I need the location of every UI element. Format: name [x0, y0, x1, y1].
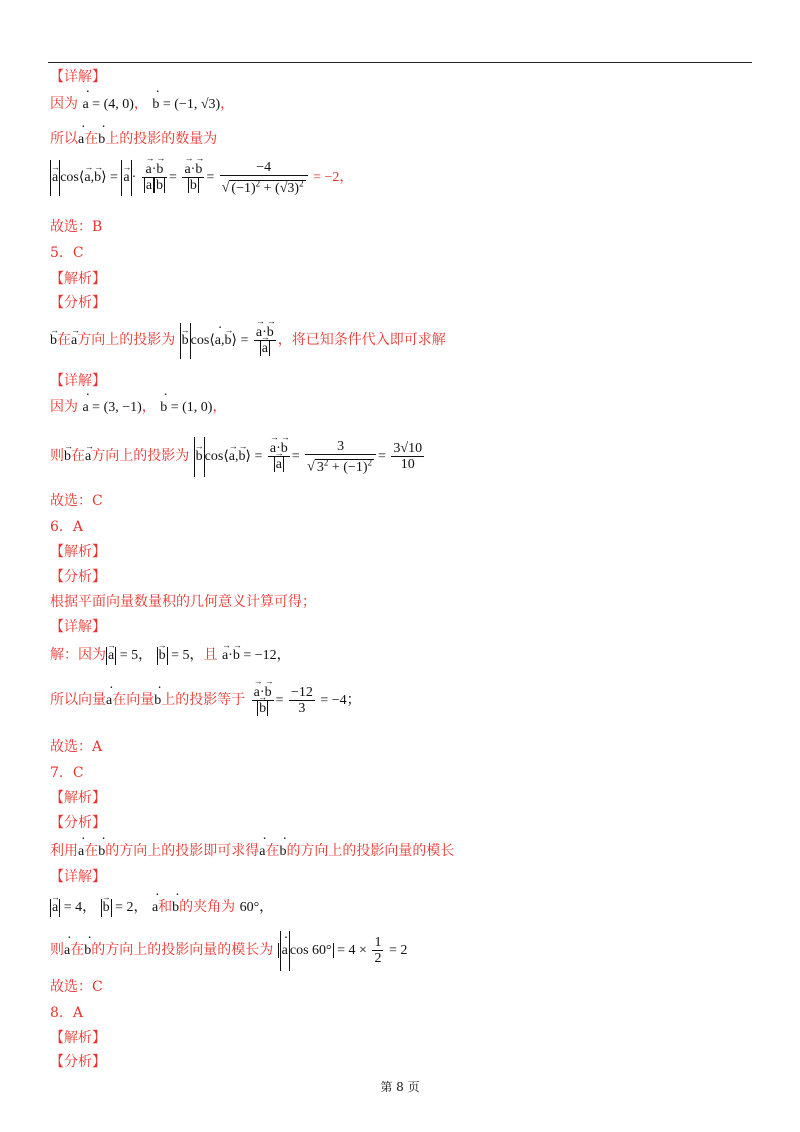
q4-answer: 故选：B — [50, 219, 103, 235]
q7-answer: 故选：C — [50, 979, 103, 995]
label-fenxi-q6: 【分析】 — [50, 569, 106, 585]
label-jiexi-q6: 【解析】 — [50, 544, 106, 560]
header-rule — [48, 62, 752, 63]
label-fenxi-q5: 【分析】 — [50, 295, 106, 311]
q5-result: 则→ b在→ a方向上的投影为 → b cos⟨→ a,→ b⟩ = → a·→ b → a = $\frac{3}{√ 3^2 + (-1)^2}$ = $\frac{3√10}{10}$ — [50, 436, 426, 476]
label-jiexi-q7: 【解析】 — [50, 790, 106, 806]
q7-result: 则· a在· b的方向上的投影向量的模长为 · a cos 60° = 4 × $\frac{1}{2}$ = 2 — [50, 930, 407, 970]
q5-vectors: 因为 · a = (3, −1)， · b = (1, 0)， — [50, 398, 226, 417]
q8-number: 8．A — [50, 1005, 84, 1021]
label-xiangjie-q4: 【详解】 — [50, 69, 106, 85]
q5-answer: 故选：C — [50, 493, 103, 509]
label-fenxi-q7: 【分析】 — [50, 815, 106, 831]
q5-number: 5．C — [50, 245, 84, 261]
q7-analysis: 利用· a在· b的方向上的投影即可求得· a在· b的方向上的投影向量的模长 — [50, 842, 454, 861]
label-xiangjie-q7: 【详解】 — [50, 869, 106, 885]
q6-number: 6．A — [50, 519, 84, 535]
q5-analysis: → b在→ a方向上的投影为 → b cos⟨· a,→ b⟩ = → a·→ b → a ，将已知条件代入即可求解 — [50, 322, 446, 358]
label-fenxi-q8: 【分析】 — [50, 1054, 106, 1070]
q4-formula: → a cos⟨→ a,→ b⟩ = → a · → $\frac{a\cdot\to b}{\text{a b}}$ = → $\frac{a\cdot\to b}{b}$ = $\frac{-4}{√ (-1)^2 + (√3)^2}$ = −2， — [50, 160, 353, 196]
q7-given: → a = 4， → b = 2， · a和· b的夹角为 60°， — [50, 898, 273, 917]
q6-answer: 故选：A — [50, 739, 103, 755]
label-xiangjie-q6: 【详解】 — [50, 619, 106, 635]
q6-result: 所以向量· a在向量· b上的投影等于 → a·→ b → b = $\frac{-12}{3}$ = −4； — [50, 680, 361, 720]
q6-analysis: 根据平面向量数量积的几何意义计算可得； — [50, 594, 316, 610]
label-jiexi-q5: 【解析】 — [50, 271, 106, 287]
q7-number: 7．C — [50, 765, 84, 781]
label-jiexi-q8: 【解析】 — [50, 1030, 106, 1046]
q4-vectors: 因为 · a = (4, 0)， · b = (−1, √3)， — [50, 95, 234, 114]
label-xiangjie-q5: 【详解】 — [50, 373, 106, 389]
page-footer: 第 8 页 — [380, 1080, 420, 1094]
q4-so-line: 所以· a在· b上的投影的数量为 — [50, 130, 217, 149]
q6-given: 解：因为→ a = 5， → b = 5，且 → a·→ b = −12， — [50, 646, 291, 665]
